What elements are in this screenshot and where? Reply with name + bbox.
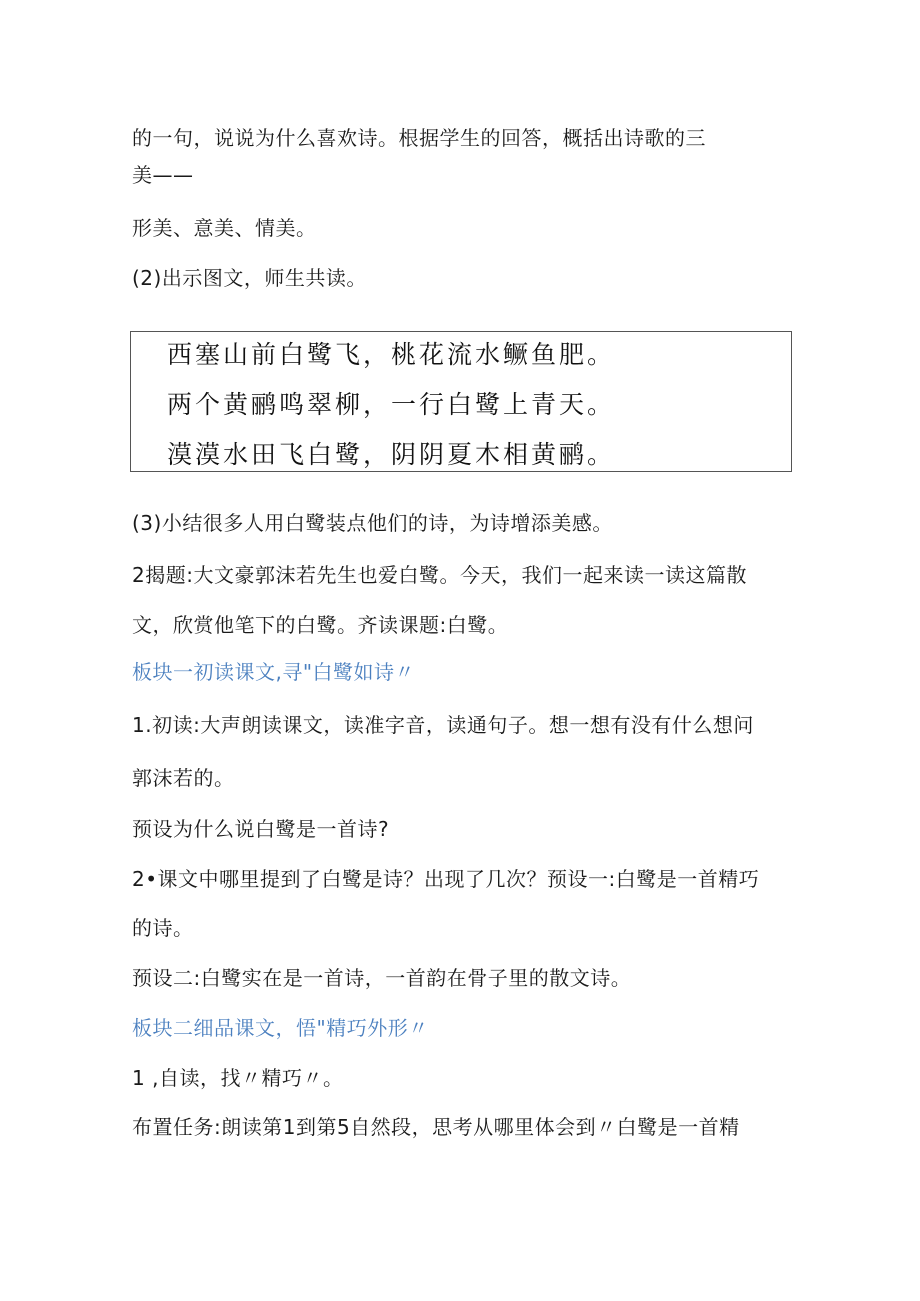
paragraph-line: 郭沫若的。	[132, 766, 235, 790]
paragraph-line: 1 ,自读，找〃精巧〃。	[132, 1066, 344, 1090]
paragraph-line: (3)小结很多人用白鹭装点他们的诗，为诗增添美感。	[132, 511, 613, 535]
paragraph-line: 预设为什么说白鹭是一首诗?	[132, 817, 390, 841]
paragraph-line: 2揭题:大文豪郭沫若先生也爱白鹭。今天，我们一起来读一读这篇散	[132, 563, 747, 587]
paragraph-line: 的诗。	[132, 916, 194, 940]
paragraph-line: 的一句，说说为什么喜欢诗。根据学生的回答，概括出诗歌的三	[132, 126, 706, 150]
paragraph-line: 布置任务:朗读第1到第5自然段，思考从哪里体会到〃白鹭是一首精	[132, 1115, 740, 1139]
poem-box	[130, 331, 792, 472]
paragraph-line: 2•课文中哪里提到了白鹭是诗？出现了几次？预设一:白鹭是一首精巧	[132, 867, 760, 891]
paragraph-line: 形美、意美、情美。	[132, 216, 317, 240]
paragraph-line: 美——	[132, 163, 194, 187]
poem-line: 漠漠水田飞白鹭，阴阴夏木相黄鹂。	[167, 440, 616, 469]
section-heading: 板块一初读课文,寻"白鹭如诗〃	[132, 660, 416, 684]
paragraph-line: (2)出示图文，师生共读。	[132, 266, 367, 290]
poem-line: 两个黄鹂鸣翠柳，一行白鹭上青天。	[167, 390, 616, 419]
section-heading: 板块二细品课文，悟"精巧外形〃	[132, 1016, 429, 1040]
paragraph-line: 文，欣赏他笔下的白鹭。齐读课题:白鹭。	[132, 613, 509, 637]
poem-line: 西塞山前白鹭飞，桃花流水鳜鱼肥。	[167, 340, 616, 369]
paragraph-line: 1.初读:大声朗读课文，读准字音，读通句子。想一想有没有什么想问	[132, 713, 754, 737]
paragraph-line: 预设二:白鹭实在是一首诗，一首韵在骨子里的散文诗。	[132, 966, 632, 990]
